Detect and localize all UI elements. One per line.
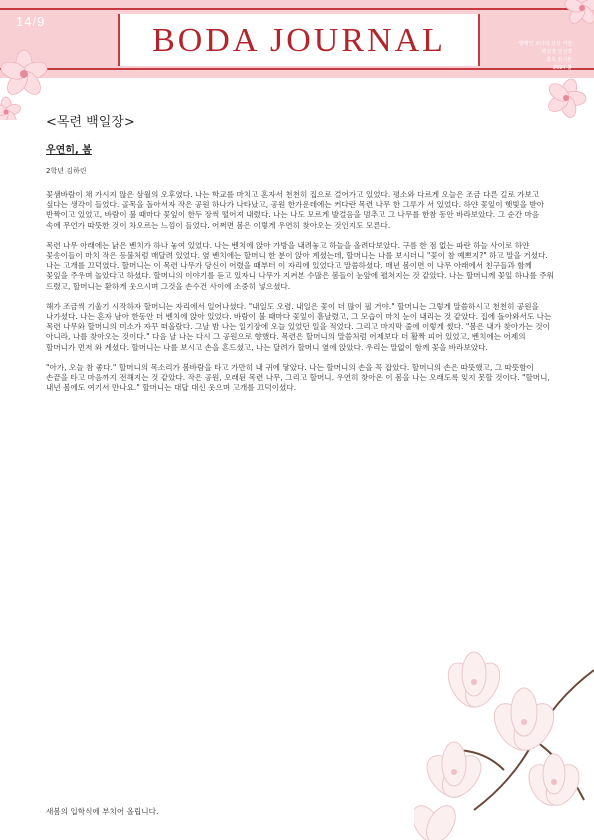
article-author: 2학년 김하린 [46, 167, 87, 175]
meta-line: 2024 봄 [552, 65, 572, 71]
article-body [46, 190, 554, 403]
meta-line: 발행인 보다의 상상 저널 [518, 41, 572, 47]
cherry-blossom-icon [0, 30, 84, 120]
body-paragraph: 목련 나무 아래에는 낡은 벤치가 하나 놓여 있었다. 나는 벤치에 앉아 가방을 내려놓고 하늘을 올려다보았다. 구름 한 점 없는 파란 하늘 사이로 하얀 꽃송이들이 마치 작은 등불처럼 매달려 있었다. 옆 벤치에는 할머니 한 분이 앉아 계셨는데, 할머니는 나를 보시더니 "꽃이 참 예쁘지?" 하고 말을 거셨다. 나는 고개를 끄덕였다. 할머니는 이 목련 나무가 당신이 어렸을 때부터 이 자리에 있었다고 말씀하셨다. 매년 봄이면 이 나무 아래에서 친구들과 함께 꽃잎을 주우며 놀았다고 하셨다. 할머니의 이야기를 듣고 있자니 나무가 지켜본 수많은 봄들이 눈앞에 펼쳐지는 것 같았다. 나는 할머니께 꽃잎 하나를 주워 드렸고, 할머니는 환하게 웃으시며 그것을 손수건 사이에 소중히 넣으셨다. [46, 240, 554, 291]
body-paragraph: "아가, 오늘 참 좋다." 할머니의 목소리가 봄바람을 타고 가만히 내 귀에 닿았다. 나는 할머니의 손을 꼭 잡았다. 할머니의 손은 따뜻했고, 그 따뜻함이 손끝을 타고 마음까지 전해지는 것 같았다. 작은 공원, 오래된 목련 나무, 그리고 할머니. 우연히 찾아온 이 봄을 나는 오래도록 잊지 못할 것이다. "할머니, 내년 봄에도 여기서 만나요." 할머니는 대답 대신 웃으며 고개를 끄덕이셨다. [46, 362, 550, 393]
page-number: 14/9 [16, 14, 46, 29]
body-paragraph: 해가 조금씩 기울기 시작하자 할머니는 자리에서 일어나셨다. "내일도 오렴. 내일은 꽃이 더 많이 필 거야." 할머니는 그렇게 말씀하시고 천천히 공원을 나가셨다. 나는 혼자 남아 한동안 더 벤치에 앉아 있었다. 바람이 불 때마다 꽃잎이 흩날렸고, 그 모습이 마치 눈이 내리는 것 같았다. 집에 돌아와서도 나는 목련 나무와 할머니의 미소가 자꾸 떠올랐다. 그날 밤 나는 일기장에 오늘 있었던 일을 적었다. 그리고 마지막 줄에 이렇게 썼다. "봄은 내가 찾아가는 것이 아니라, 나를 찾아오는 것이다." 다음 날 나는 다시 그 공원으로 향했다. 목련은 할머니의 말씀처럼 어제보다 더 활짝 피어 있었고, 벤치에는 어제의 할머니가 먼저 와 계셨다. 할머니는 나를 보시고 손을 흔드셨고, 나는 달려가 할머니 옆에 앉았다. 우리는 말없이 함께 꽃을 바라보았다. [46, 301, 552, 352]
cherry-blossom-icon [530, 0, 594, 124]
article-closing: 새봄의 입학식에 부치어 올립니다. [46, 807, 159, 816]
article-subtitle: 우연히, 봄 [46, 145, 92, 156]
article-heading: <목련 백일장> [46, 115, 135, 130]
meta-line: 백일장 당선작 [541, 49, 572, 55]
header-banner [0, 0, 594, 78]
journal-title: BODA JOURNAL [152, 22, 446, 59]
meta-line: 봄호 읽기본 [546, 57, 572, 63]
magnolia-flower-icon [414, 610, 594, 840]
header-top-rule [0, 8, 594, 10]
body-paragraph: 꽃샘바람이 채 가시지 않은 삼월의 오후였다. 나는 학교를 마치고 혼자서 천천히 집으로 걸어가고 있었다. 평소와 다르게 오늘은 조금 다른 길로 가보고 싶다는 생각이 들었다. 골목을 돌아서자 작은 공원 하나가 나타났고, 공원 한가운데에는 커다란 목련 나무 한 그루가 서 있었다. 하얀 꽃잎이 햇빛을 받아 반짝이고 있었고, 바람이 불 때마다 꽃잎이 한두 장씩 떨어져 내렸다. 나는 나도 모르게 발걸음을 멈추고 그 나무를 한참 동안 바라보았다. 그 순간 마음 속에 무언가 따뜻한 것이 차오르는 느낌이 들었다. 어쩌면 봄은 이렇게 우연히 찾아오는 것인지도 모른다. [46, 190, 545, 230]
